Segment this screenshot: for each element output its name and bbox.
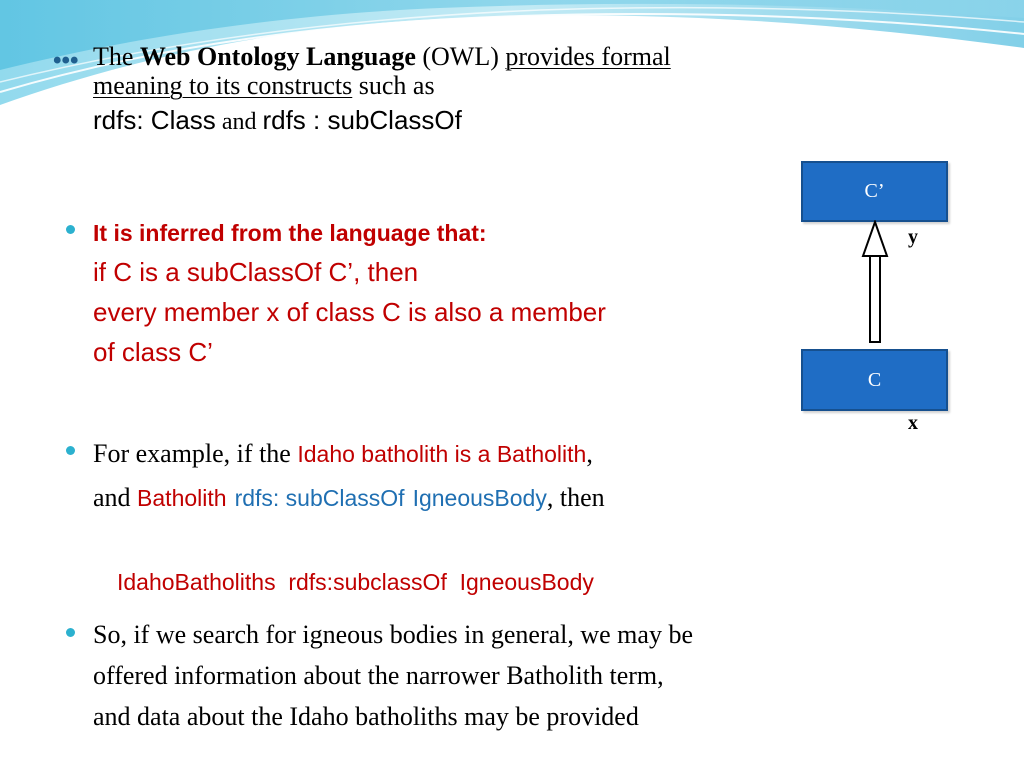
- bullet-icon: [66, 628, 75, 637]
- title-ellipsis-marker: ...: [52, 27, 78, 73]
- example-and: and: [93, 483, 138, 512]
- example-batholith: Batholith: [137, 485, 227, 511]
- bullet-icon: [66, 225, 75, 234]
- intro-such-as: such as: [352, 71, 435, 100]
- example-idahobatholiths-statement: IdahoBatholiths rdfs:subclassOf IgneousBody: [117, 569, 594, 595]
- example-for-example: For example, if the: [93, 439, 298, 468]
- example-rdfs-subclassof: rdfs: subClassOf: [234, 485, 405, 511]
- example-idaho-statement: Idaho batholith is a Batholith: [297, 441, 587, 467]
- intro-rdfs-subclassof: rdfs : subClassOf: [262, 105, 462, 135]
- example-comma: ,: [586, 439, 593, 468]
- intro-and: and: [215, 109, 263, 135]
- intro-paragraph: [93, 36, 671, 145]
- conclusion-line-2: offered information about the narrower Batholith term,: [93, 661, 664, 690]
- conclusion-line-1: So, if we search for igneous bodies in general, we may be: [93, 620, 693, 649]
- label-x: x: [908, 412, 918, 434]
- superclass-box: C’: [801, 161, 948, 222]
- intro-the: The: [93, 42, 134, 71]
- intro-rdfs-class: rdfs: Class: [93, 105, 216, 135]
- bullet-icon: [66, 446, 75, 455]
- intro-provides-formal: provides formal: [505, 42, 671, 71]
- subclass-box: C: [801, 349, 948, 411]
- inferred-line-2: every member x of class C is also a member: [93, 297, 606, 327]
- intro-owl: (OWL): [422, 42, 499, 71]
- inferred-paragraph: [93, 214, 606, 372]
- intro-web-ontology-language: Web Ontology Language: [139, 42, 416, 71]
- inferred-line-3: of class C’: [93, 337, 213, 367]
- inferred-line-1: if C is a subClassOf C’, then: [93, 257, 419, 287]
- label-y: y: [908, 226, 918, 248]
- example-then: , then: [546, 483, 605, 512]
- intro-meaning-to-its-constructs: meaning to its constructs: [93, 71, 353, 100]
- example-igneousbody: IgneousBody: [412, 485, 547, 511]
- subclass-arrow-icon: [855, 220, 895, 345]
- conclusion-paragraph: [93, 614, 693, 737]
- conclusion-line-3: and data about the Idaho batholiths may be provided: [93, 702, 639, 731]
- inferred-heading: It is inferred from the language that:: [93, 220, 487, 246]
